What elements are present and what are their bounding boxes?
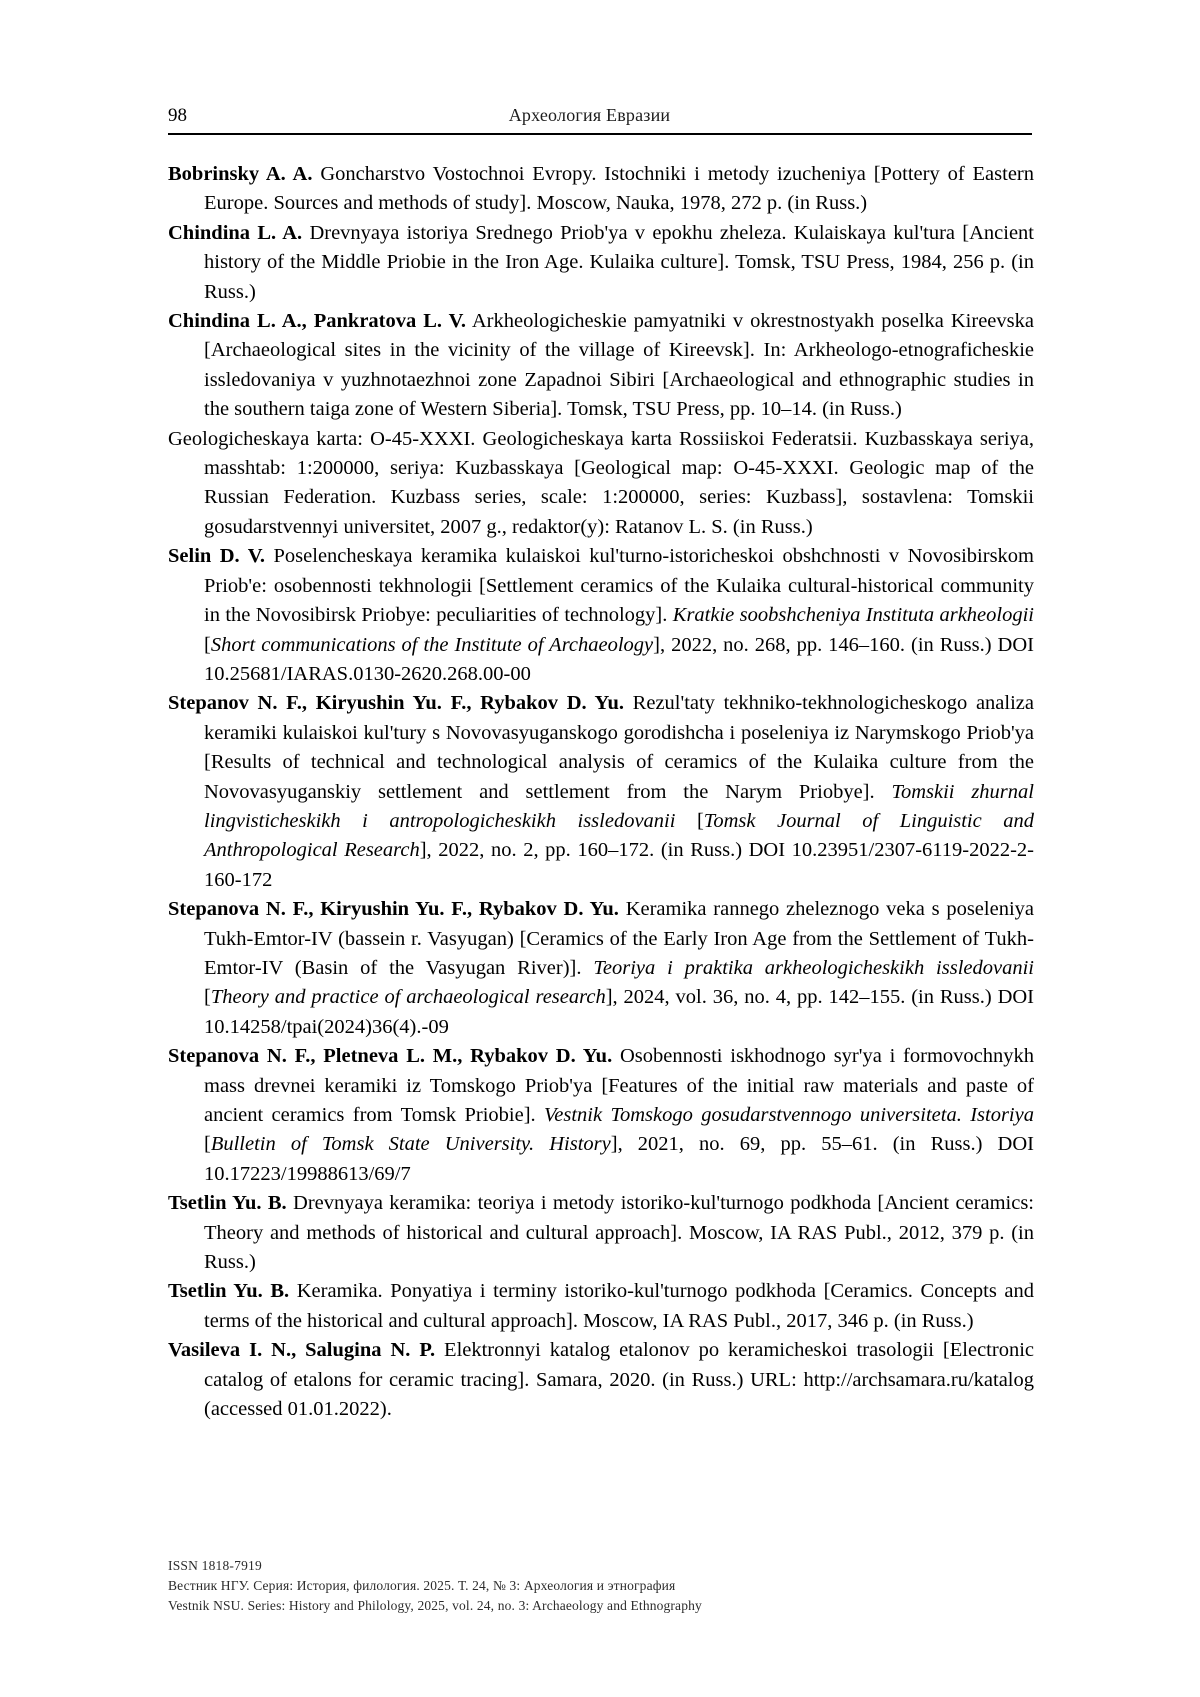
issn-text: ISSN 1818-7919 xyxy=(168,1558,262,1573)
reference-entry: Vasileva I. N., Salugina N. P. Elektronnyi katalog etalonov po keramicheskoi trasologii [Electronic catalog of etalons for ceramic tracing]. Samara, 2020. (in Russ.) URL: http://archsamara.ru/katalog (accessed 01.01.2022). xyxy=(168,1339,1034,1421)
reference-entry: Tsetlin Yu. B. Drevnyaya keramika: teoriya i metody istoriko-kul'turnogo podkhoda [Ancient ceramics: Theory and methods of historical and cultural approach]. Moscow, IA RAS Publ., 2012, 379 p. (in Russ.) xyxy=(168,1192,1034,1274)
page-header xyxy=(168,105,1032,127)
reference-entry: Stepanov N. F., Kiryushin Yu. F., Rybakov D. Yu. Rezul'taty tekhniko-tekhnologicheskogo analiza keramiki kulaiskoi kul'tury s Novovasyuganskogo gorodishcha i poseleniya iz Narymskogo Priob'ya [Results of technical and technological analysis of ceramics of the Kulaika culture from the Novovasyuganskiy settlement and settlement from the Narym Priobye]. Tomskii zhurnal lingvisticheskikh i antropologicheskikh issledovanii [Tomsk Journal of Linguistic and Anthropological Research], 2022, no. 2, pp. 160–172. (in Russ.) DOI 10.23951/2307-6119-2022-2-160-172 xyxy=(168,692,1035,891)
reference-entry: Chindina L. A. Drevnyaya istoriya Srednego Priob'ya v epokhu zheleza. Kulaiskaya kul'tura [Ancient history of the Middle Priobie in the Iron Age. Kulaika culture]. Tomsk, TSU Press, 1984, 256 p. (in Russ.) xyxy=(168,221,1034,303)
reference-entry: Tsetlin Yu. B. Keramika. Ponyatiya i terminy istoriko-kul'turnogo podkhoda [Ceramics. Concepts and terms of the historical and cultural approach]. Moscow, IA RAS Publ., 2017, 346 p. (in Russ.) xyxy=(168,1280,1034,1332)
reference-entry: Geologicheskaya karta: O-45-XXXI. Geologicheskaya karta Rossiiskoi Federatsii. Kuzbasskaya seriya, masshtab: 1:200000, seriya: Kuzbasskaya [Geological map: O-45-XXXI. Geologic map of the Russian Federation. Kuzbass series, scale: 1:200000, series: Kuzbass], sostavlena: Tomskii gosudarstvennyi universitet, 2007 g., redaktor(y): Ratanov L. S. (in Russ.) xyxy=(168,427,1034,538)
footer-citation-en: Vestnik NSU. Series: History and Philology, 2025, vol. 24, no. 3: Archaeology and Ethnography xyxy=(168,1598,702,1613)
header-rule xyxy=(168,133,1032,135)
reference-entry: Selin D. V. Poselencheskaya keramika kulaiskoi kul'turno-istoricheskoi obshchnosti v Novosibirskom Priob'e: osobennosti tekhnologii [Settlement ceramics of the Kulaika cultural-historical community in the Novosibirsk Priobye: peculiarities of technology]. Kratkie soobshcheniya Instituta arkheologii [Short communications of the Institute of Archaeology], 2022, no. 268, pp. 146–160. (in Russ.) DOI 10.25681/IARAS.0130-2620.268.00-00 xyxy=(168,545,1034,685)
page-footer xyxy=(168,1556,1032,1616)
reference-entry: Chindina L. A., Pankratova L. V. Arkheologicheskie pamyatniki v okrestnostyakh poselka Kireevska [Archaeological sites in the vicinity of the village of Kireevsk]. In: Arkheologo-etnograficheskie issledovaniya v yuzhnotaezhnoi zone Zapadnoi Sibiri [Archaeological and ethnographic studies in the southern taiga zone of Western Siberia]. Tomsk, TSU Press, pp. 10–14. (in Russ.) xyxy=(168,310,1034,421)
reference-entry: Bobrinsky A. A. Goncharstvo Vostochnoi Evropy. Istochniki i metody izucheniya [Pottery of Eastern Europe. Sources and methods of study]. Moscow, Nauka, 1978, 272 p. (in Russ.) xyxy=(168,163,1034,215)
reference-list xyxy=(168,160,1034,1424)
reference-entry: Stepanova N. F., Pletneva L. M., Rybakov D. Yu. Osobennosti iskhodnogo syr'ya i formovochnykh mass drevnei keramiki iz Tomskogo Priob'ya [Features of the initial raw materials and paste of ancient ceramics from Tomsk Priobie]. Vestnik Tomskogo gosudarstvennogo universiteta. Istoriya [Bulletin of Tomsk State University. History], 2021, no. 69, pp. 55–61. (in Russ.) DOI 10.17223/19988613/69/7 xyxy=(168,1045,1034,1185)
page-number: 98 xyxy=(168,105,187,126)
running-head-title: Археология Евразии xyxy=(508,105,671,125)
reference-entry: Stepanova N. F., Kiryushin Yu. F., Rybakov D. Yu. Keramika rannego zheleznogo veka s poseleniya Tukh-Emtor-IV (bassein r. Vasyugan) [Ceramics of the Early Iron Age from the Settlement of Tukh-Emtor-IV (Basin of the Vasyugan River)]. Teoriya i praktika arkheologicheskikh issledovanii [Theory and practice of archaeological research], 2024, vol. 36, no. 4, pp. 142–155. (in Russ.) DOI 10.14258/tpai(2024)36(4).-09 xyxy=(168,898,1035,1038)
footer-citation-ru: Вестник НГУ. Серия: История, филология. 2025. Т. 24, № 3: Археология и этнография xyxy=(168,1578,676,1593)
